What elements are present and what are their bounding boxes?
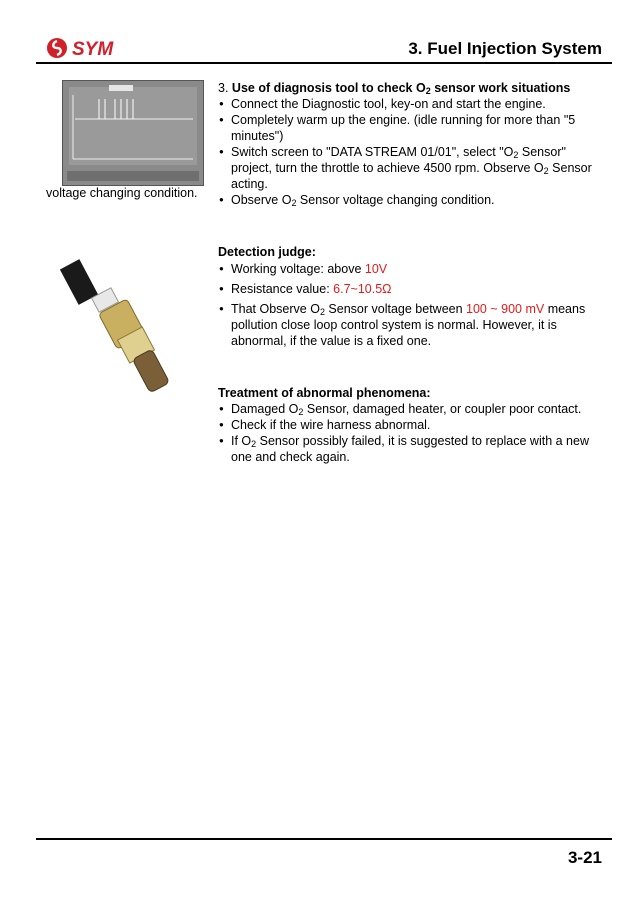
sym-logo bbox=[46, 36, 146, 60]
detection-item: ● That Observe $O_2$ Sensor voltage between 100 ~ 900 mV means pollution close loop control system is normal. However, it is abnormal, if the value is a fixed one. bbox=[218, 301, 608, 349]
diagnosis-heading: 3. Use of diagnosis tool to check $O_2$ sensor work situations bbox=[218, 81, 571, 96]
detection-section bbox=[218, 244, 608, 349]
resistance-value: 6.7~10.5Ω bbox=[333, 282, 392, 296]
diagnosis-step: ● Observe $O_2$ Sensor voltage changing condition. bbox=[218, 192, 608, 208]
page-number: 3-21 bbox=[567, 848, 602, 867]
diagnosis-step: ● Connect the Diagnostic tool, key-on and start the engine. bbox=[218, 96, 608, 112]
logo-wordmark: SYM bbox=[72, 39, 114, 60]
diagnosis-section bbox=[218, 80, 608, 208]
treatment-item: ● Damaged $O_2$ Sensor, damaged heater, or coupler poor contact. bbox=[218, 401, 608, 417]
treatment-item: ● If $O_2$ Sensor possibly failed, it is suggested to replace with a new one and check again. bbox=[218, 433, 608, 465]
treatment-item: ● Check if the wire harness abnormal. bbox=[218, 417, 608, 433]
detection-item: ● Resistance value: 6.7~10.5Ω bbox=[218, 281, 608, 297]
figure-caption: voltage changing condition. bbox=[46, 186, 198, 200]
detection-heading: Detection judge: bbox=[218, 245, 316, 259]
o2-sensor-photo bbox=[60, 248, 200, 398]
page-title: 3. Fuel Injection System bbox=[408, 39, 602, 58]
treatment-section bbox=[218, 385, 608, 465]
diagnosis-step: ● Switch screen to "DATA STREAM 01/01", select "$O_2$ Sensor" project, turn the throttle to achieve 4500 rpm. Observe $O_2$ Sensor acting. bbox=[218, 144, 608, 192]
footer-rule bbox=[36, 838, 612, 840]
diagnosis-step: ● Completely warm up the engine. (idle running for more than "5 minutes") bbox=[218, 112, 608, 144]
diagnostic-screen-photo bbox=[62, 80, 204, 186]
voltage-range-value: 100 ~ 900 mV bbox=[466, 302, 545, 316]
header-rule bbox=[36, 62, 612, 64]
treatment-heading: Treatment of abnormal phenomena: bbox=[218, 386, 431, 400]
detection-item: ● Working voltage: above 10V bbox=[218, 261, 608, 277]
voltage-value: 10V bbox=[364, 262, 388, 276]
